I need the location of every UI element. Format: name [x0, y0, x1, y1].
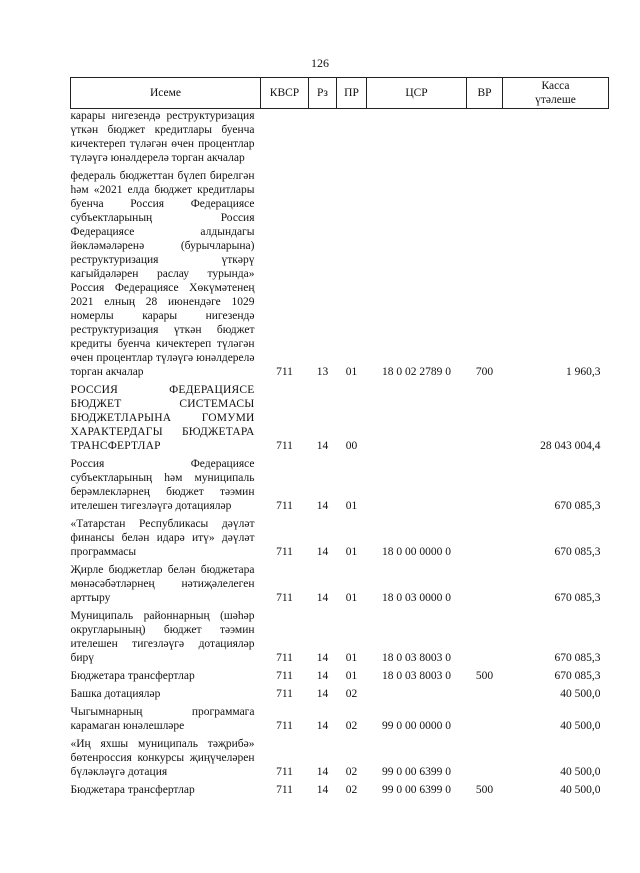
row-sum: 670 085,3 [554, 592, 601, 604]
row-name: карары нигезендә реструктуризация үткән бюджет кредитлары буенча кичектереп түләгән өчен процентлар түләүгә юнәлдерелә торган акчалар [70, 110, 255, 164]
row-name: Бюджетара трансфертлар [70, 670, 195, 682]
header-csr: ЦСР [367, 78, 467, 109]
row-name: РОССИЯ ФЕДЕРАЦИЯСЕ БЮДЖЕТ СИСТЕМАСЫ БЮДЖЕТЛАРЫНА ГОМУМИ ХАРАКТЕРДАГЫ БЮДЖЕТАРА ТРАНСФЕРТЛАР [70, 384, 255, 452]
row-rz: 14 [316, 766, 329, 778]
row-pr: 01 [345, 592, 358, 604]
row-pr: 01 [345, 670, 358, 682]
header-kassa-line2: үтәлеше [535, 94, 576, 106]
row-pr: 02 [345, 766, 358, 778]
row-kvsr: 711 [276, 366, 293, 378]
table-row [71, 165, 609, 379]
row-csr: 18 0 03 0000 0 [382, 592, 451, 604]
row-csr [367, 453, 467, 513]
row-vr [467, 733, 503, 779]
row-name: Россия Федерациясе субъектларының һәм муниципаль берәмлекләрнең бюджет тәэмин ителешен тигезләүгә дотацияләр [70, 458, 255, 512]
row-csr: 18 0 03 8003 0 [382, 670, 451, 682]
header-vr: ВР [467, 78, 503, 109]
header-kassa-line1: Касса [541, 80, 570, 92]
row-name: Башка дотацияләр [70, 688, 161, 700]
row-sum [503, 109, 609, 166]
row-vr [467, 605, 503, 665]
row-sum: 28 043 004,4 [540, 440, 601, 452]
row-rz: 14 [316, 720, 329, 732]
row-pr: 02 [345, 784, 358, 796]
row-rz: 14 [316, 500, 329, 512]
row-kvsr: 711 [276, 592, 293, 604]
row-sum: 1 960,3 [566, 366, 601, 378]
header-rz: Рз [309, 78, 337, 109]
row-sum: 670 085,3 [554, 652, 601, 664]
row-pr: 01 [345, 366, 358, 378]
header-kassa [503, 78, 609, 109]
row-csr: 18 0 02 2789 0 [382, 366, 451, 378]
row-pr: 02 [345, 688, 358, 700]
page-number: 126 [311, 56, 329, 70]
row-rz [309, 109, 337, 166]
row-csr: 18 0 00 0000 0 [382, 546, 451, 558]
table-row [71, 109, 609, 166]
table-row [71, 559, 609, 605]
row-rz: 14 [316, 688, 329, 700]
row-kvsr: 711 [276, 766, 293, 778]
row-csr: 99 0 00 6399 0 [382, 784, 451, 796]
row-rz: 14 [316, 592, 329, 604]
table-row [71, 379, 609, 453]
row-vr [467, 379, 503, 453]
row-rz: 14 [316, 546, 329, 558]
row-name: Муниципаль районнарның (шәһәр округларының) бюджет тәэмин ителешен тигезләүгә дотацияләр бирү [70, 610, 255, 664]
row-kvsr: 711 [276, 784, 293, 796]
row-name: «Татарстан Республикасы дәүләт финансы белән идарә итү» дәүләт программасы [70, 518, 255, 558]
row-kvsr [261, 109, 309, 166]
row-rz: 13 [316, 366, 329, 378]
row-rz: 14 [316, 440, 329, 452]
row-csr: 99 0 00 0000 0 [382, 720, 451, 732]
row-sum: 40 500,0 [560, 784, 601, 796]
table-row [71, 779, 609, 797]
row-pr: 02 [345, 720, 358, 732]
row-kvsr: 711 [276, 652, 293, 664]
row-csr [367, 379, 467, 453]
header-pr: ПР [337, 78, 367, 109]
row-name: «Иң яхшы муниципаль тәҗрибә» бөтенроссия конкурсы җиңүчеләрен бүләкләүгә дотация [70, 738, 255, 778]
row-kvsr: 711 [276, 688, 293, 700]
row-rz: 14 [316, 670, 329, 682]
row-rz: 14 [316, 652, 329, 664]
row-sum: 40 500,0 [560, 766, 601, 778]
row-vr: 500 [475, 670, 494, 682]
row-csr: 99 0 00 6399 0 [382, 766, 451, 778]
table-row [71, 665, 609, 683]
row-pr: 01 [345, 546, 358, 558]
row-vr [467, 559, 503, 605]
row-vr: 500 [475, 784, 494, 796]
header-name: Исеме [71, 78, 261, 109]
row-sum: 40 500,0 [560, 688, 601, 700]
row-rz: 14 [316, 784, 329, 796]
row-sum: 670 085,3 [554, 670, 601, 682]
row-csr [367, 109, 467, 166]
table-row [71, 701, 609, 733]
row-pr: 01 [345, 652, 358, 664]
table-header-row [71, 78, 609, 109]
table-row [71, 513, 609, 559]
row-name: Җирле бюджетлар белән бюджетара мөнәсәбәтләрнең нәтиҗәлелеген арттыру [70, 564, 255, 604]
header-kvsr: КВСР [261, 78, 309, 109]
row-pr: 01 [345, 500, 358, 512]
row-csr: 18 0 03 8003 0 [382, 652, 451, 664]
row-sum: 670 085,3 [554, 546, 601, 558]
row-kvsr: 711 [276, 720, 293, 732]
row-vr: 700 [475, 366, 494, 378]
row-vr [467, 109, 503, 166]
row-name: Бюджетара трансфертлар [70, 784, 195, 796]
row-vr [467, 701, 503, 733]
table-row [71, 683, 609, 701]
row-pr: 00 [345, 440, 358, 452]
row-csr [367, 683, 467, 701]
row-name: Чыгымнарның программага карамаган юнәлешләре [70, 706, 255, 732]
row-vr [467, 513, 503, 559]
budget-table [70, 77, 609, 797]
row-kvsr: 711 [276, 546, 293, 558]
row-name: федераль бюджеттан бүлеп бирелгән һәм «2021 елда бюджет кредитлары буенча Россия Федерациясе субъектларының Россия Федерациясе алдындагы йөкләмәләренә (бурычларына) реструктуризация үткәрү кагыйдәләрен раслау турында» Россия Федерациясе Хөкүмәтенең 2021 елның 28 июнендәге 1029 номерлы карары нигезендә реструктуризация үткән бюджет кредиты буенча кичектереп түләгән өчен процентлар түләүгә юнәлдерелә торган акчалар [70, 170, 255, 378]
row-sum: 670 085,3 [554, 500, 601, 512]
table-row [71, 605, 609, 665]
row-kvsr: 711 [276, 670, 293, 682]
row-pr [337, 109, 367, 166]
row-kvsr: 711 [276, 440, 293, 452]
row-vr [467, 683, 503, 701]
row-sum: 40 500,0 [560, 720, 601, 732]
table-row [71, 453, 609, 513]
row-kvsr: 711 [276, 500, 293, 512]
row-vr [467, 453, 503, 513]
table-row [71, 733, 609, 779]
